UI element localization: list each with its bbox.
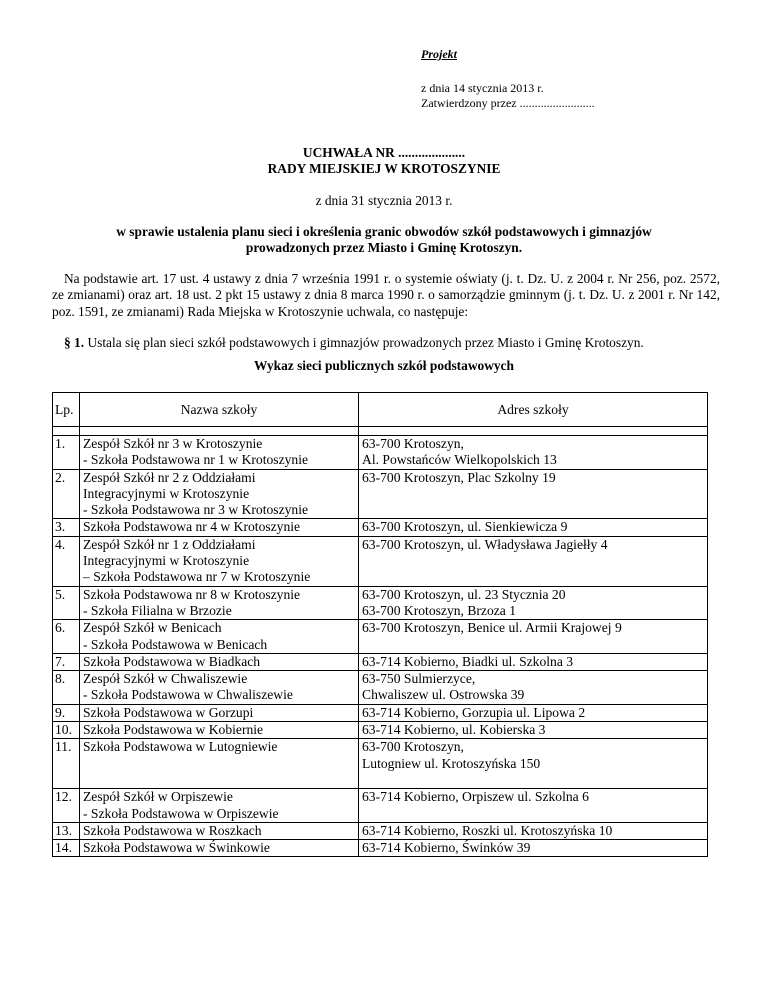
table-row <box>53 586 708 620</box>
subject-line-2: prowadzonych przez Miasto i Gminę Krotoszyn. <box>245 240 523 255</box>
school-name-line: Integracyjnymi w Krotoszynie <box>83 553 250 569</box>
school-name <box>80 722 359 739</box>
school-name <box>80 586 359 620</box>
school-address <box>359 586 708 620</box>
subject-line-1: w sprawie ustalenia planu sieci i określenia granic obwodów szkół podstawowych i gimnazjów <box>116 224 652 239</box>
school-name-line: Zespół Szkół nr 3 w Krotoszynie <box>83 436 263 451</box>
school-address-line: Chwaliszew ul. Ostrowska 39 <box>362 687 525 703</box>
blank-line <box>83 772 355 788</box>
table-row <box>53 671 708 705</box>
school-name-line: Szkoła Podstawowa w Biadkach <box>83 653 261 669</box>
school-address <box>359 469 708 519</box>
school-name <box>80 840 359 857</box>
blank-line <box>362 486 704 502</box>
projekt-label: Projekt <box>421 47 457 61</box>
school-address-line: 63-700 Krotoszyn, Benice ul. Armii Krajowej 9 <box>362 620 622 636</box>
school-address-line: 63-750 Sulmierzyce, <box>362 671 476 687</box>
table-row <box>53 840 708 857</box>
school-name-line: Zespół Szkół w Chwaliszewie <box>83 671 248 687</box>
school-name <box>80 822 359 839</box>
school-name <box>80 739 359 789</box>
section-1 <box>64 335 644 351</box>
table-row <box>53 722 708 739</box>
draft-date: z dnia 14 stycznia 2013 r. <box>421 81 544 95</box>
table-header-row <box>53 393 708 427</box>
spacer-cell <box>80 427 359 436</box>
school-address <box>359 536 708 586</box>
school-address <box>359 653 708 670</box>
spacer-cell <box>53 427 80 436</box>
school-address <box>359 789 708 823</box>
school-name <box>80 519 359 536</box>
school-address-line: 63-700 Krotoszyn, ul. Sienkiewicza 9 <box>362 519 568 535</box>
table-row <box>53 739 708 789</box>
header-name: Nazwa szkoły <box>80 393 359 427</box>
row-number: 7. <box>53 653 80 670</box>
school-address-line: 63-700 Krotoszyn, <box>362 436 464 451</box>
school-name <box>80 704 359 721</box>
table-row <box>53 789 708 823</box>
school-address <box>359 739 708 789</box>
school-name-line: Zespół Szkół nr 1 z Oddziałami <box>83 536 256 552</box>
school-address <box>359 722 708 739</box>
school-name-line: Szkoła Podstawowa nr 8 w Krotoszynie <box>83 586 301 602</box>
blank-line <box>362 569 704 585</box>
row-number: 12. <box>53 789 80 823</box>
school-address <box>359 519 708 536</box>
schools-table <box>52 392 708 857</box>
row-number: 9. <box>53 704 80 721</box>
blank-line <box>362 806 704 822</box>
school-name-line: Szkoła Podstawowa w Roszkach <box>83 822 262 838</box>
school-address-line: 63-700 Krotoszyn, ul. Władysława Jagiełły 4 <box>362 536 608 552</box>
school-address <box>359 620 708 654</box>
school-address-line: 63-700 Krotoszyn, Brzoza 1 <box>362 602 517 618</box>
school-name <box>80 620 359 654</box>
section-text: Ustala się plan sieci szkół podstawowych i gimnazjów prowadzonych przez Miasto i Gminę Krotoszyn. <box>84 335 644 350</box>
header-spacer-row <box>53 427 708 436</box>
school-address-line: Al. Powstańców Wielkopolskich 13 <box>362 452 557 468</box>
council-name: RADY MIEJSKIEJ W KROTOSZYNIE <box>267 161 501 176</box>
school-name-line: - Szkoła Podstawowa nr 3 w Krotoszynie <box>83 502 309 518</box>
blank-line <box>362 637 704 653</box>
school-name-line: – Szkoła Podstawowa nr 7 w Krotoszynie <box>83 569 311 585</box>
table-row <box>53 469 708 519</box>
school-name-line: - Szkoła Podstawowa w Orpiszewie <box>83 805 279 821</box>
school-address <box>359 822 708 839</box>
row-number: 10. <box>53 722 80 739</box>
school-name <box>80 536 359 586</box>
school-name-line: Zespół Szkół nr 2 z Oddziałami <box>83 469 256 485</box>
school-name-line: - Szkoła Podstawowa w Chwaliszewie <box>83 687 293 703</box>
approved-by: Zatwierdzony przez ......................... <box>421 96 595 110</box>
school-name-line: - Szkoła Filialna w Brzozie <box>83 602 232 618</box>
school-address-line: 63-700 Krotoszyn, ul. 23 Stycznia 20 <box>362 586 566 602</box>
resolution-number: UCHWAŁA NR .................... <box>302 145 466 160</box>
table-row <box>53 436 708 470</box>
table-row <box>53 704 708 721</box>
school-address-line: 63-700 Krotoszyn, Plac Szkolny 19 <box>362 469 556 485</box>
row-number: 14. <box>53 840 80 857</box>
table-row <box>53 519 708 536</box>
header-address: Adres szkoły <box>359 393 708 427</box>
school-name <box>80 469 359 519</box>
blank-line <box>362 502 704 518</box>
school-address-line: 63-700 Krotoszyn, <box>362 739 464 755</box>
school-name <box>80 789 359 823</box>
school-name-line: Szkoła Podstawowa w Świnkowie <box>83 840 270 856</box>
school-address-line: Lutogniew ul. Krotoszyńska 150 <box>362 755 541 771</box>
school-name-line: Szkoła Podstawowa w Kobiernie <box>83 722 264 738</box>
school-name-line: Szkoła Podstawowa w Lutogniewie <box>83 739 278 755</box>
preamble: Na podstawie art. 17 ust. 4 ustawy z dnia 7 września 1991 r. o systemie oświaty (j. t. Dz. U. z 2004 r. Nr 256, poz. 2572, ze zmianami) oraz art. 18 ust. 2 pkt 15 ustawy z dnia 8 marca 1990 r. o samorządzie gminnym (j. t. Dz. U. z 2001 r. Nr 142, poz. 1591, ze zmianami) Rada Miejska w Krotoszynie uchwala, co następuje: <box>52 271 720 319</box>
school-name-line: - Szkoła Podstawowa w Benicach <box>83 636 268 652</box>
school-address <box>359 840 708 857</box>
school-address-line: 63-714 Kobierno, Roszki ul. Krotoszyńska 10 <box>362 822 613 838</box>
row-number: 1. <box>53 436 80 470</box>
school-name-line: - Szkoła Podstawowa nr 1 w Krotoszynie <box>83 452 309 468</box>
section-number: § 1. <box>64 335 85 350</box>
school-name <box>80 671 359 705</box>
school-name-line: Integracyjnymi w Krotoszynie <box>83 485 250 501</box>
blank-line <box>362 553 704 569</box>
row-number: 13. <box>53 822 80 839</box>
spacer-cell <box>359 427 708 436</box>
school-address <box>359 704 708 721</box>
row-number: 6. <box>53 620 80 654</box>
school-address-line: 63-714 Kobierno, Orpiszew ul. Szkolna 6 <box>362 789 589 805</box>
resolution-date: z dnia 31 stycznia 2013 r. <box>315 193 453 208</box>
school-address-line: 63-714 Kobierno, Biadki ul. Szkolna 3 <box>362 653 574 669</box>
row-number: 4. <box>53 536 80 586</box>
school-name <box>80 436 359 470</box>
header-lp: Lp. <box>53 393 80 427</box>
table-row <box>53 536 708 586</box>
row-number: 8. <box>53 671 80 705</box>
blank-line <box>362 772 704 788</box>
school-address <box>359 671 708 705</box>
row-number: 11. <box>53 739 80 789</box>
school-name-line: Szkoła Podstawowa w Gorzupi <box>83 704 254 720</box>
blank-line <box>83 756 355 772</box>
table-row <box>53 653 708 670</box>
school-name-line: Zespół Szkół w Orpiszewie <box>83 789 233 805</box>
school-address-line: 63-714 Kobierno, Gorzupia ul. Lipowa 2 <box>362 704 586 720</box>
school-name <box>80 653 359 670</box>
school-address-line: 63-714 Kobierno, Świnków 39 <box>362 840 531 856</box>
table-row <box>53 620 708 654</box>
school-address-line: 63-714 Kobierno, ul. Kobierska 3 <box>362 722 546 738</box>
table-row <box>53 822 708 839</box>
table-title: Wykaz sieci publicznych szkół podstawowych <box>254 358 514 373</box>
school-name-line: Zespół Szkół w Benicach <box>83 620 222 636</box>
row-number: 2. <box>53 469 80 519</box>
school-name-line: Szkoła Podstawowa nr 4 w Krotoszynie <box>83 519 301 535</box>
row-number: 3. <box>53 519 80 536</box>
school-address <box>359 436 708 470</box>
table-body <box>53 436 708 857</box>
row-number: 5. <box>53 586 80 620</box>
